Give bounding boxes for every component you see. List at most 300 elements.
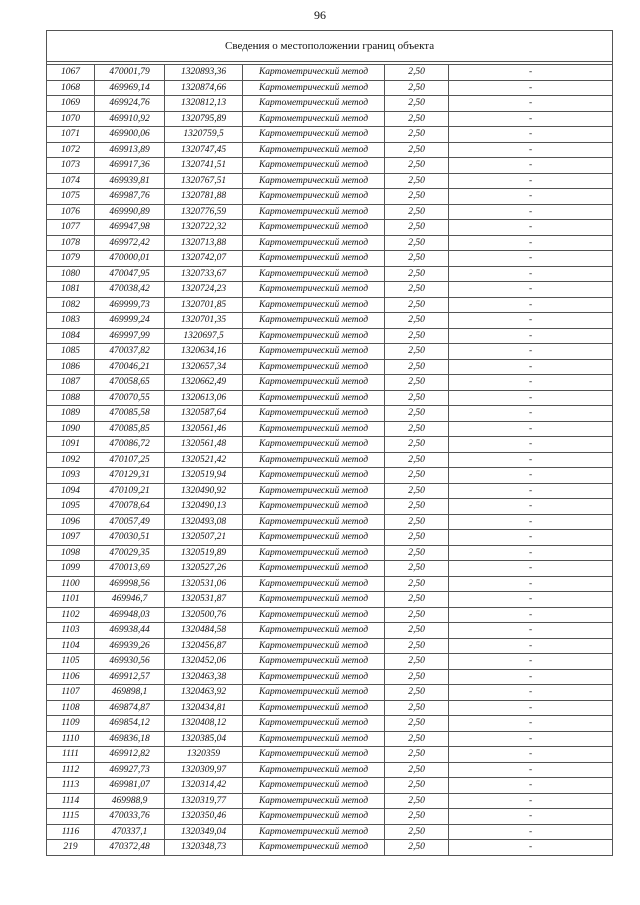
table-row bbox=[47, 793, 613, 809]
point-description: - bbox=[449, 623, 613, 639]
coordinate-x: 469913,89 bbox=[95, 142, 165, 158]
point-number: 1087 bbox=[47, 375, 95, 391]
point-description: - bbox=[449, 669, 613, 685]
determination-method: Картометрический метод bbox=[243, 235, 385, 251]
accuracy: 2,50 bbox=[385, 251, 449, 267]
point-number: 1109 bbox=[47, 716, 95, 732]
coordinate-x: 469946,7 bbox=[95, 592, 165, 608]
coordinate-y: 1320767,51 bbox=[165, 173, 243, 189]
coordinate-x: 470337,1 bbox=[95, 824, 165, 840]
point-description: - bbox=[449, 793, 613, 809]
point-number: 1110 bbox=[47, 731, 95, 747]
coordinate-y: 1320874,66 bbox=[165, 80, 243, 96]
coordinate-y: 1320519,89 bbox=[165, 545, 243, 561]
accuracy: 2,50 bbox=[385, 359, 449, 375]
determination-method: Картометрический метод bbox=[243, 576, 385, 592]
coordinate-x: 470037,82 bbox=[95, 344, 165, 360]
point-description: - bbox=[449, 778, 613, 794]
accuracy: 2,50 bbox=[385, 111, 449, 127]
coordinate-x: 470109,21 bbox=[95, 483, 165, 499]
table-row bbox=[47, 173, 613, 189]
accuracy: 2,50 bbox=[385, 328, 449, 344]
accuracy: 2,50 bbox=[385, 390, 449, 406]
coordinate-y: 1320348,73 bbox=[165, 840, 243, 856]
accuracy: 2,50 bbox=[385, 638, 449, 654]
accuracy: 2,50 bbox=[385, 700, 449, 716]
point-description: - bbox=[449, 762, 613, 778]
point-description: - bbox=[449, 111, 613, 127]
point-number: 1072 bbox=[47, 142, 95, 158]
point-number: 1098 bbox=[47, 545, 95, 561]
point-number: 1107 bbox=[47, 685, 95, 701]
determination-method: Картометрический метод bbox=[243, 127, 385, 143]
point-description: - bbox=[449, 266, 613, 282]
table-row bbox=[47, 220, 613, 236]
accuracy: 2,50 bbox=[385, 266, 449, 282]
accuracy: 2,50 bbox=[385, 514, 449, 530]
coordinate-x: 469912,82 bbox=[95, 747, 165, 763]
point-description: - bbox=[449, 421, 613, 437]
coordinate-y: 1320319,77 bbox=[165, 793, 243, 809]
table-row bbox=[47, 437, 613, 453]
accuracy: 2,50 bbox=[385, 282, 449, 298]
determination-method: Картометрический метод bbox=[243, 530, 385, 546]
point-number: 1069 bbox=[47, 96, 95, 112]
determination-method: Картометрический метод bbox=[243, 158, 385, 174]
accuracy: 2,50 bbox=[385, 65, 449, 81]
coordinate-x: 469898,1 bbox=[95, 685, 165, 701]
coordinate-x: 469990,89 bbox=[95, 204, 165, 220]
section-title: Сведения о местоположении границ объекта bbox=[47, 31, 613, 62]
coordinate-y: 1320701,85 bbox=[165, 297, 243, 313]
accuracy: 2,50 bbox=[385, 127, 449, 143]
determination-method: Картометрический метод bbox=[243, 638, 385, 654]
table-row bbox=[47, 762, 613, 778]
coordinate-x: 470086,72 bbox=[95, 437, 165, 453]
coordinate-x: 470085,58 bbox=[95, 406, 165, 422]
accuracy: 2,50 bbox=[385, 607, 449, 623]
point-number: 1086 bbox=[47, 359, 95, 375]
accuracy: 2,50 bbox=[385, 669, 449, 685]
coordinate-y: 1320759,5 bbox=[165, 127, 243, 143]
point-number: 1084 bbox=[47, 328, 95, 344]
point-number: 1088 bbox=[47, 390, 95, 406]
point-number: 1106 bbox=[47, 669, 95, 685]
point-description: - bbox=[449, 390, 613, 406]
accuracy: 2,50 bbox=[385, 716, 449, 732]
point-number: 1090 bbox=[47, 421, 95, 437]
coordinate-x: 470070,55 bbox=[95, 390, 165, 406]
point-description: - bbox=[449, 220, 613, 236]
point-description: - bbox=[449, 576, 613, 592]
point-description: - bbox=[449, 731, 613, 747]
point-description: - bbox=[449, 530, 613, 546]
accuracy: 2,50 bbox=[385, 189, 449, 205]
coordinate-x: 469972,42 bbox=[95, 235, 165, 251]
table-row bbox=[47, 204, 613, 220]
table-row bbox=[47, 592, 613, 608]
table-row bbox=[47, 623, 613, 639]
point-description: - bbox=[449, 685, 613, 701]
table-row bbox=[47, 80, 613, 96]
point-description: - bbox=[449, 127, 613, 143]
accuracy: 2,50 bbox=[385, 235, 449, 251]
determination-method: Картометрический метод bbox=[243, 483, 385, 499]
accuracy: 2,50 bbox=[385, 375, 449, 391]
accuracy: 2,50 bbox=[385, 592, 449, 608]
point-number: 1112 bbox=[47, 762, 95, 778]
point-number: 1105 bbox=[47, 654, 95, 670]
point-number: 1104 bbox=[47, 638, 95, 654]
determination-method: Картометрический метод bbox=[243, 499, 385, 515]
accuracy: 2,50 bbox=[385, 204, 449, 220]
coordinate-y: 1320812,13 bbox=[165, 96, 243, 112]
accuracy: 2,50 bbox=[385, 406, 449, 422]
section-title-row bbox=[47, 31, 613, 62]
coordinate-y: 1320507,21 bbox=[165, 530, 243, 546]
point-description: - bbox=[449, 406, 613, 422]
coordinate-y: 1320452,06 bbox=[165, 654, 243, 670]
table-row bbox=[47, 824, 613, 840]
coordinate-x: 469939,81 bbox=[95, 173, 165, 189]
accuracy: 2,50 bbox=[385, 158, 449, 174]
table-row bbox=[47, 421, 613, 437]
table-row bbox=[47, 700, 613, 716]
determination-method: Картометрический метод bbox=[243, 809, 385, 825]
determination-method: Картометрический метод bbox=[243, 514, 385, 530]
point-description: - bbox=[449, 747, 613, 763]
coordinate-y: 1320893,36 bbox=[165, 65, 243, 81]
coordinate-y: 1320463,38 bbox=[165, 669, 243, 685]
coordinate-x: 470029,35 bbox=[95, 545, 165, 561]
determination-method: Картометрический метод bbox=[243, 344, 385, 360]
determination-method: Картометрический метод bbox=[243, 685, 385, 701]
point-number: 1078 bbox=[47, 235, 95, 251]
determination-method: Картометрический метод bbox=[243, 793, 385, 809]
accuracy: 2,50 bbox=[385, 421, 449, 437]
accuracy: 2,50 bbox=[385, 623, 449, 639]
determination-method: Картометрический метод bbox=[243, 313, 385, 329]
table-row bbox=[47, 313, 613, 329]
coordinate-x: 469939,26 bbox=[95, 638, 165, 654]
accuracy: 2,50 bbox=[385, 778, 449, 794]
table-row bbox=[47, 545, 613, 561]
coordinate-x: 470000,01 bbox=[95, 251, 165, 267]
table-row bbox=[47, 96, 613, 112]
point-description: - bbox=[449, 452, 613, 468]
accuracy: 2,50 bbox=[385, 297, 449, 313]
point-description: - bbox=[449, 561, 613, 577]
coordinate-x: 469854,12 bbox=[95, 716, 165, 732]
coordinate-x: 470058,65 bbox=[95, 375, 165, 391]
determination-method: Картометрический метод bbox=[243, 468, 385, 484]
table-row bbox=[47, 747, 613, 763]
coordinate-y: 1320776,59 bbox=[165, 204, 243, 220]
accuracy: 2,50 bbox=[385, 499, 449, 515]
coordinate-x: 469948,03 bbox=[95, 607, 165, 623]
determination-method: Картометрический метод bbox=[243, 747, 385, 763]
point-number: 1100 bbox=[47, 576, 95, 592]
coordinate-x: 469988,9 bbox=[95, 793, 165, 809]
determination-method: Картометрический метод bbox=[243, 452, 385, 468]
point-description: - bbox=[449, 328, 613, 344]
point-description: - bbox=[449, 158, 613, 174]
determination-method: Картометрический метод bbox=[243, 824, 385, 840]
coordinate-y: 1320314,42 bbox=[165, 778, 243, 794]
point-number: 1114 bbox=[47, 793, 95, 809]
point-description: - bbox=[449, 468, 613, 484]
coordinate-y: 1320781,88 bbox=[165, 189, 243, 205]
coordinate-x: 470047,95 bbox=[95, 266, 165, 282]
table-row bbox=[47, 809, 613, 825]
determination-method: Картометрический метод bbox=[243, 762, 385, 778]
coordinate-y: 1320662,49 bbox=[165, 375, 243, 391]
point-description: - bbox=[449, 235, 613, 251]
coordinate-y: 1320490,13 bbox=[165, 499, 243, 515]
point-description: - bbox=[449, 173, 613, 189]
table-row bbox=[47, 483, 613, 499]
coordinate-x: 469969,14 bbox=[95, 80, 165, 96]
table-row bbox=[47, 65, 613, 81]
point-number: 1080 bbox=[47, 266, 95, 282]
coordinate-y: 1320531,87 bbox=[165, 592, 243, 608]
table-row bbox=[47, 282, 613, 298]
coordinate-y: 1320613,06 bbox=[165, 390, 243, 406]
table-row bbox=[47, 158, 613, 174]
point-number: 1113 bbox=[47, 778, 95, 794]
accuracy: 2,50 bbox=[385, 173, 449, 189]
determination-method: Картометрический метод bbox=[243, 173, 385, 189]
point-number: 1116 bbox=[47, 824, 95, 840]
point-description: - bbox=[449, 840, 613, 856]
table-row bbox=[47, 297, 613, 313]
point-description: - bbox=[449, 375, 613, 391]
point-number: 1079 bbox=[47, 251, 95, 267]
point-number: 1082 bbox=[47, 297, 95, 313]
accuracy: 2,50 bbox=[385, 142, 449, 158]
coordinate-y: 1320309,97 bbox=[165, 762, 243, 778]
coordinate-x: 469981,07 bbox=[95, 778, 165, 794]
determination-method: Картометрический метод bbox=[243, 80, 385, 96]
point-description: - bbox=[449, 700, 613, 716]
coordinate-y: 1320463,92 bbox=[165, 685, 243, 701]
point-description: - bbox=[449, 142, 613, 158]
coordinate-x: 469836,18 bbox=[95, 731, 165, 747]
determination-method: Картометрический метод bbox=[243, 623, 385, 639]
point-number: 1073 bbox=[47, 158, 95, 174]
accuracy: 2,50 bbox=[385, 654, 449, 670]
determination-method: Картометрический метод bbox=[243, 731, 385, 747]
point-description: - bbox=[449, 344, 613, 360]
determination-method: Картометрический метод bbox=[243, 561, 385, 577]
accuracy: 2,50 bbox=[385, 220, 449, 236]
determination-method: Картометрический метод bbox=[243, 700, 385, 716]
accuracy: 2,50 bbox=[385, 96, 449, 112]
determination-method: Картометрический метод bbox=[243, 840, 385, 856]
accuracy: 2,50 bbox=[385, 731, 449, 747]
coordinate-x: 470078,64 bbox=[95, 499, 165, 515]
point-description: - bbox=[449, 204, 613, 220]
coordinate-x: 469910,92 bbox=[95, 111, 165, 127]
point-number: 1103 bbox=[47, 623, 95, 639]
accuracy: 2,50 bbox=[385, 762, 449, 778]
coordinate-x: 469924,76 bbox=[95, 96, 165, 112]
coordinate-y: 1320349,04 bbox=[165, 824, 243, 840]
coordinate-y: 1320561,48 bbox=[165, 437, 243, 453]
determination-method: Картометрический метод bbox=[243, 406, 385, 422]
table-row bbox=[47, 669, 613, 685]
determination-method: Картометрический метод bbox=[243, 111, 385, 127]
table-row bbox=[47, 468, 613, 484]
accuracy: 2,50 bbox=[385, 809, 449, 825]
coordinate-x: 469998,56 bbox=[95, 576, 165, 592]
point-description: - bbox=[449, 313, 613, 329]
accuracy: 2,50 bbox=[385, 685, 449, 701]
point-description: - bbox=[449, 437, 613, 453]
determination-method: Картометрический метод bbox=[243, 421, 385, 437]
point-number: 219 bbox=[47, 840, 95, 856]
coordinate-y: 1320587,64 bbox=[165, 406, 243, 422]
determination-method: Картометрический метод bbox=[243, 592, 385, 608]
accuracy: 2,50 bbox=[385, 824, 449, 840]
coordinate-y: 1320697,5 bbox=[165, 328, 243, 344]
determination-method: Картометрический метод bbox=[243, 375, 385, 391]
accuracy: 2,50 bbox=[385, 747, 449, 763]
table-row bbox=[47, 530, 613, 546]
coordinate-y: 1320493,08 bbox=[165, 514, 243, 530]
table-row bbox=[47, 251, 613, 267]
table-row bbox=[47, 266, 613, 282]
coordinate-x: 469947,98 bbox=[95, 220, 165, 236]
point-number: 1075 bbox=[47, 189, 95, 205]
point-number: 1095 bbox=[47, 499, 95, 515]
point-number: 1093 bbox=[47, 468, 95, 484]
coordinate-x: 470107,25 bbox=[95, 452, 165, 468]
coordinate-x: 469999,73 bbox=[95, 297, 165, 313]
coordinate-y: 1320408,12 bbox=[165, 716, 243, 732]
coordinate-y: 1320733,67 bbox=[165, 266, 243, 282]
accuracy: 2,50 bbox=[385, 313, 449, 329]
point-description: - bbox=[449, 96, 613, 112]
table-row bbox=[47, 375, 613, 391]
point-number: 1101 bbox=[47, 592, 95, 608]
point-description: - bbox=[449, 654, 613, 670]
coordinate-x: 470372,48 bbox=[95, 840, 165, 856]
determination-method: Картометрический метод bbox=[243, 359, 385, 375]
accuracy: 2,50 bbox=[385, 468, 449, 484]
determination-method: Картометрический метод bbox=[243, 65, 385, 81]
coordinate-x: 470033,76 bbox=[95, 809, 165, 825]
coordinate-y: 1320456,87 bbox=[165, 638, 243, 654]
coordinate-x: 470030,51 bbox=[95, 530, 165, 546]
accuracy: 2,50 bbox=[385, 437, 449, 453]
table-row bbox=[47, 235, 613, 251]
point-description: - bbox=[449, 282, 613, 298]
coordinate-x: 469917,36 bbox=[95, 158, 165, 174]
table-row bbox=[47, 127, 613, 143]
page-number: 96 bbox=[314, 8, 326, 22]
determination-method: Картометрический метод bbox=[243, 607, 385, 623]
point-number: 1099 bbox=[47, 561, 95, 577]
point-description: - bbox=[449, 297, 613, 313]
determination-method: Картометрический метод bbox=[243, 189, 385, 205]
determination-method: Картометрический метод bbox=[243, 390, 385, 406]
determination-method: Картометрический метод bbox=[243, 251, 385, 267]
coordinate-y: 1320701,35 bbox=[165, 313, 243, 329]
coordinate-y: 1320724,23 bbox=[165, 282, 243, 298]
coordinate-y: 1320634,16 bbox=[165, 344, 243, 360]
coordinate-y: 1320484,58 bbox=[165, 623, 243, 639]
point-description: - bbox=[449, 359, 613, 375]
point-number: 1068 bbox=[47, 80, 95, 96]
point-description: - bbox=[449, 499, 613, 515]
point-number: 1085 bbox=[47, 344, 95, 360]
table-row bbox=[47, 111, 613, 127]
coordinate-y: 1320519,94 bbox=[165, 468, 243, 484]
determination-method: Картометрический метод bbox=[243, 266, 385, 282]
coordinate-x: 470038,42 bbox=[95, 282, 165, 298]
point-number: 1077 bbox=[47, 220, 95, 236]
coordinate-y: 1320561,46 bbox=[165, 421, 243, 437]
point-number: 1089 bbox=[47, 406, 95, 422]
coordinate-y: 1320742,07 bbox=[165, 251, 243, 267]
coordinate-y: 1320657,34 bbox=[165, 359, 243, 375]
point-description: - bbox=[449, 809, 613, 825]
table-row bbox=[47, 685, 613, 701]
point-number: 1108 bbox=[47, 700, 95, 716]
coordinate-x: 469874,87 bbox=[95, 700, 165, 716]
table-row bbox=[47, 638, 613, 654]
point-number: 1081 bbox=[47, 282, 95, 298]
table-row bbox=[47, 654, 613, 670]
accuracy: 2,50 bbox=[385, 840, 449, 856]
accuracy: 2,50 bbox=[385, 530, 449, 546]
coordinate-y: 1320531,06 bbox=[165, 576, 243, 592]
coordinate-y: 1320385,04 bbox=[165, 731, 243, 747]
coordinate-x: 469987,76 bbox=[95, 189, 165, 205]
point-description: - bbox=[449, 65, 613, 81]
coordinate-y: 1320359 bbox=[165, 747, 243, 763]
point-number: 1083 bbox=[47, 313, 95, 329]
table-row bbox=[47, 576, 613, 592]
point-number: 1076 bbox=[47, 204, 95, 220]
determination-method: Картометрический метод bbox=[243, 142, 385, 158]
coordinate-y: 1320500,76 bbox=[165, 607, 243, 623]
point-description: - bbox=[449, 251, 613, 267]
table-row bbox=[47, 406, 613, 422]
determination-method: Картометрический метод bbox=[243, 716, 385, 732]
coordinate-y: 1320741,51 bbox=[165, 158, 243, 174]
coordinate-y: 1320521,42 bbox=[165, 452, 243, 468]
accuracy: 2,50 bbox=[385, 80, 449, 96]
coordinate-y: 1320527,26 bbox=[165, 561, 243, 577]
point-description: - bbox=[449, 80, 613, 96]
table-row bbox=[47, 390, 613, 406]
determination-method: Картометрический метод bbox=[243, 297, 385, 313]
coordinate-y: 1320722,32 bbox=[165, 220, 243, 236]
point-number: 1097 bbox=[47, 530, 95, 546]
accuracy: 2,50 bbox=[385, 545, 449, 561]
coordinate-x: 469997,99 bbox=[95, 328, 165, 344]
coordinate-x: 469927,73 bbox=[95, 762, 165, 778]
point-description: - bbox=[449, 607, 613, 623]
coordinate-y: 1320490,92 bbox=[165, 483, 243, 499]
point-number: 1067 bbox=[47, 65, 95, 81]
table-row bbox=[47, 142, 613, 158]
determination-method: Картометрический метод bbox=[243, 778, 385, 794]
point-number: 1091 bbox=[47, 437, 95, 453]
determination-method: Картометрический метод bbox=[243, 545, 385, 561]
